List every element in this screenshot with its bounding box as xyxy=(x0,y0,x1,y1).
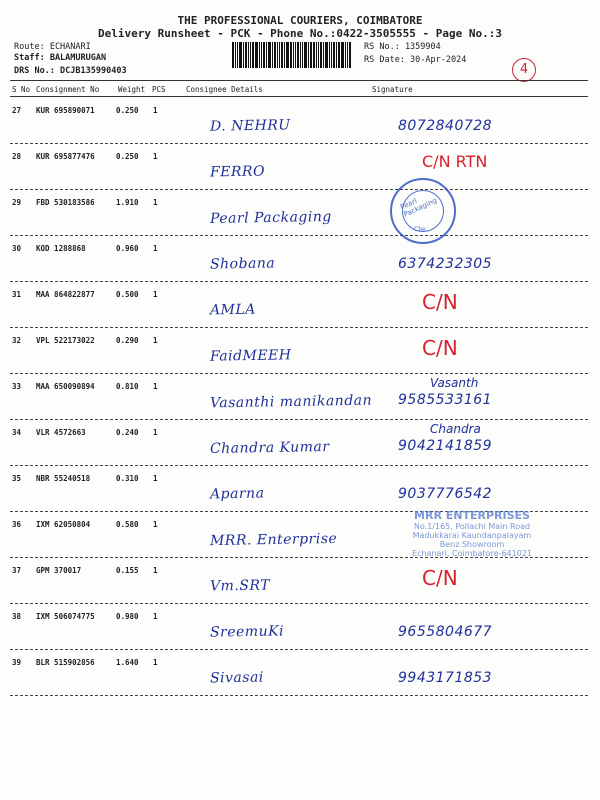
row-signature-scribble: Vasanth xyxy=(430,376,479,390)
route-label: Route: ECHANARI xyxy=(14,42,91,52)
row-status-mark: C/N xyxy=(422,566,458,590)
table-row xyxy=(10,328,588,374)
row-signature-phone: 9037776542 xyxy=(398,486,493,502)
row-status-mark: C/N RTN xyxy=(422,152,488,171)
row-consignee-name: Chandra Kumar xyxy=(209,438,330,458)
row-consignee-name: FaidMEEH xyxy=(209,347,292,365)
mrr-enterprises-stamp xyxy=(384,509,560,565)
row-consignee-name: MRR. Enterprise xyxy=(209,530,338,550)
row-consignment: IXM 62050804 xyxy=(36,520,91,529)
table-row xyxy=(10,374,588,420)
row-sno: 28 xyxy=(12,152,22,161)
row-signature-phone: 8072840728 xyxy=(398,118,493,134)
rs-date: RS Date: 30-Apr-2024 xyxy=(364,55,467,65)
row-sno: 34 xyxy=(12,428,22,437)
row-sno: 36 xyxy=(12,520,22,529)
row-signature-phone: 9943171853 xyxy=(398,670,493,686)
stamp-company: MRR ENTERPRISES xyxy=(414,509,530,522)
row-consignment: KUR 695890071 xyxy=(36,106,95,115)
circled-page-mark: 4 xyxy=(512,58,536,82)
row-consignment: FBD 530183586 xyxy=(36,198,95,207)
row-weight: 0.290 xyxy=(116,336,139,345)
row-sno: 37 xyxy=(12,566,22,575)
row-weight: 1.910 xyxy=(116,198,139,207)
row-weight: 0.960 xyxy=(116,244,139,253)
table-row xyxy=(10,604,588,650)
row-signature-phone: 9655804677 xyxy=(398,624,493,640)
row-pcs: 1 xyxy=(153,658,158,667)
column-header-divider xyxy=(10,96,588,97)
row-sno: 31 xyxy=(12,290,22,299)
row-consignment: GPM 370017 xyxy=(36,566,82,575)
row-weight: 0.250 xyxy=(116,152,139,161)
col-weight: Weight xyxy=(118,85,146,94)
row-pcs: 1 xyxy=(153,566,158,575)
row-weight: 0.310 xyxy=(116,474,139,483)
row-sno: 39 xyxy=(12,658,22,667)
stamp-address-2: Madukkarai Kaundanpalayam xyxy=(412,531,532,540)
row-consignee-name: Pearl Packaging xyxy=(209,208,332,228)
row-consignment: MAA 650090894 xyxy=(36,382,95,391)
row-weight: 0.250 xyxy=(116,106,139,115)
row-consignee-name: Vm.SRT xyxy=(209,577,271,595)
row-consignee-name: SreemuKi xyxy=(209,623,285,641)
row-pcs: 1 xyxy=(153,106,158,115)
col-pcs: PCS xyxy=(152,85,166,94)
col-sno: S No xyxy=(12,85,31,94)
stamp-text: Pearl Packaging xyxy=(399,196,439,219)
row-pcs: 1 xyxy=(153,244,158,253)
row-pcs: 1 xyxy=(153,474,158,483)
col-consignment: Consignment No xyxy=(36,85,100,94)
row-sno: 33 xyxy=(12,382,22,391)
row-sno: 35 xyxy=(12,474,22,483)
row-consignment: IXM 506074775 xyxy=(36,612,95,621)
row-consignee-name: D. NEHRU xyxy=(209,117,291,135)
row-consignment: VLR 4572663 xyxy=(36,428,86,437)
row-consignment: KUR 695877476 xyxy=(36,152,95,161)
barcode xyxy=(232,42,356,68)
drs-number: DRS No.: DCJB135990403 xyxy=(14,66,127,76)
table-row xyxy=(10,466,588,512)
row-consignee-name: Aparna xyxy=(209,485,265,503)
staff-label: Staff: BALAMURUGAN xyxy=(14,53,107,63)
row-pcs: 1 xyxy=(153,152,158,161)
table-row xyxy=(10,98,588,144)
row-status-mark: C/N xyxy=(422,290,458,314)
row-divider xyxy=(10,695,588,696)
row-weight: 0.810 xyxy=(116,382,139,391)
row-weight: 0.155 xyxy=(116,566,139,575)
row-consignee-name: Shobana xyxy=(209,255,276,273)
row-signature-phone: 9585533161 xyxy=(398,392,493,408)
table-row xyxy=(10,190,588,236)
stamp-address-3: Benz Showroom xyxy=(439,540,505,549)
table-row xyxy=(10,420,588,466)
row-consignment: NBR 55240518 xyxy=(36,474,91,483)
pearl-packaging-stamp xyxy=(390,178,456,244)
row-weight: 0.500 xyxy=(116,290,139,299)
row-consignee-name: FERRO xyxy=(209,163,266,181)
row-weight: 0.240 xyxy=(116,428,139,437)
runsheet-subtitle: Delivery Runsheet - PCK - Phone No.:0422-3505555 - Page No.:3 xyxy=(98,27,502,40)
row-sno: 27 xyxy=(12,106,22,115)
stamp-text-city: Cbe xyxy=(414,226,426,233)
row-status-mark: C/N xyxy=(422,336,458,360)
row-sno: 29 xyxy=(12,198,22,207)
row-consignee-name: Vasanthi manikandan xyxy=(209,392,373,412)
row-consignment: VPL 522173022 xyxy=(36,336,95,345)
stamp-address-4: Echanari, Coimbatore-641021 xyxy=(412,549,532,558)
row-consignee-name: AMLA xyxy=(209,301,256,319)
table-row xyxy=(10,282,588,328)
table-row xyxy=(10,650,588,696)
row-sno: 38 xyxy=(12,612,22,621)
table-row xyxy=(10,144,588,190)
company-title: THE PROFESSIONAL COURIERS, COIMBATORE xyxy=(177,14,423,27)
header-divider xyxy=(10,80,588,81)
row-consignee-name: Sivasai xyxy=(209,669,264,687)
row-pcs: 1 xyxy=(153,612,158,621)
row-pcs: 1 xyxy=(153,428,158,437)
row-pcs: 1 xyxy=(153,336,158,345)
row-signature-scribble: Chandra xyxy=(430,422,481,436)
row-signature-phone: 6374232305 xyxy=(398,256,493,272)
row-signature-phone: 9042141859 xyxy=(398,438,493,454)
col-consignee: Consignee Details xyxy=(186,85,263,94)
row-sno: 30 xyxy=(12,244,22,253)
row-weight: 1.640 xyxy=(116,658,139,667)
col-signature: Signature xyxy=(372,85,413,94)
row-pcs: 1 xyxy=(153,290,158,299)
table-row xyxy=(10,236,588,282)
row-consignment: KOD 1288868 xyxy=(36,244,86,253)
rs-number: RS No.: 1359904 xyxy=(364,42,441,52)
row-pcs: 1 xyxy=(153,382,158,391)
stamp-address-1: No.1/165, Pollachi Main Road xyxy=(413,522,531,531)
row-weight: 0.580 xyxy=(116,520,139,529)
row-sno: 32 xyxy=(12,336,22,345)
row-weight: 0.980 xyxy=(116,612,139,621)
row-consignment: MAA 864822877 xyxy=(36,290,95,299)
row-pcs: 1 xyxy=(153,198,158,207)
row-pcs: 1 xyxy=(153,520,158,529)
row-consignment: BLR 515902856 xyxy=(36,658,95,667)
